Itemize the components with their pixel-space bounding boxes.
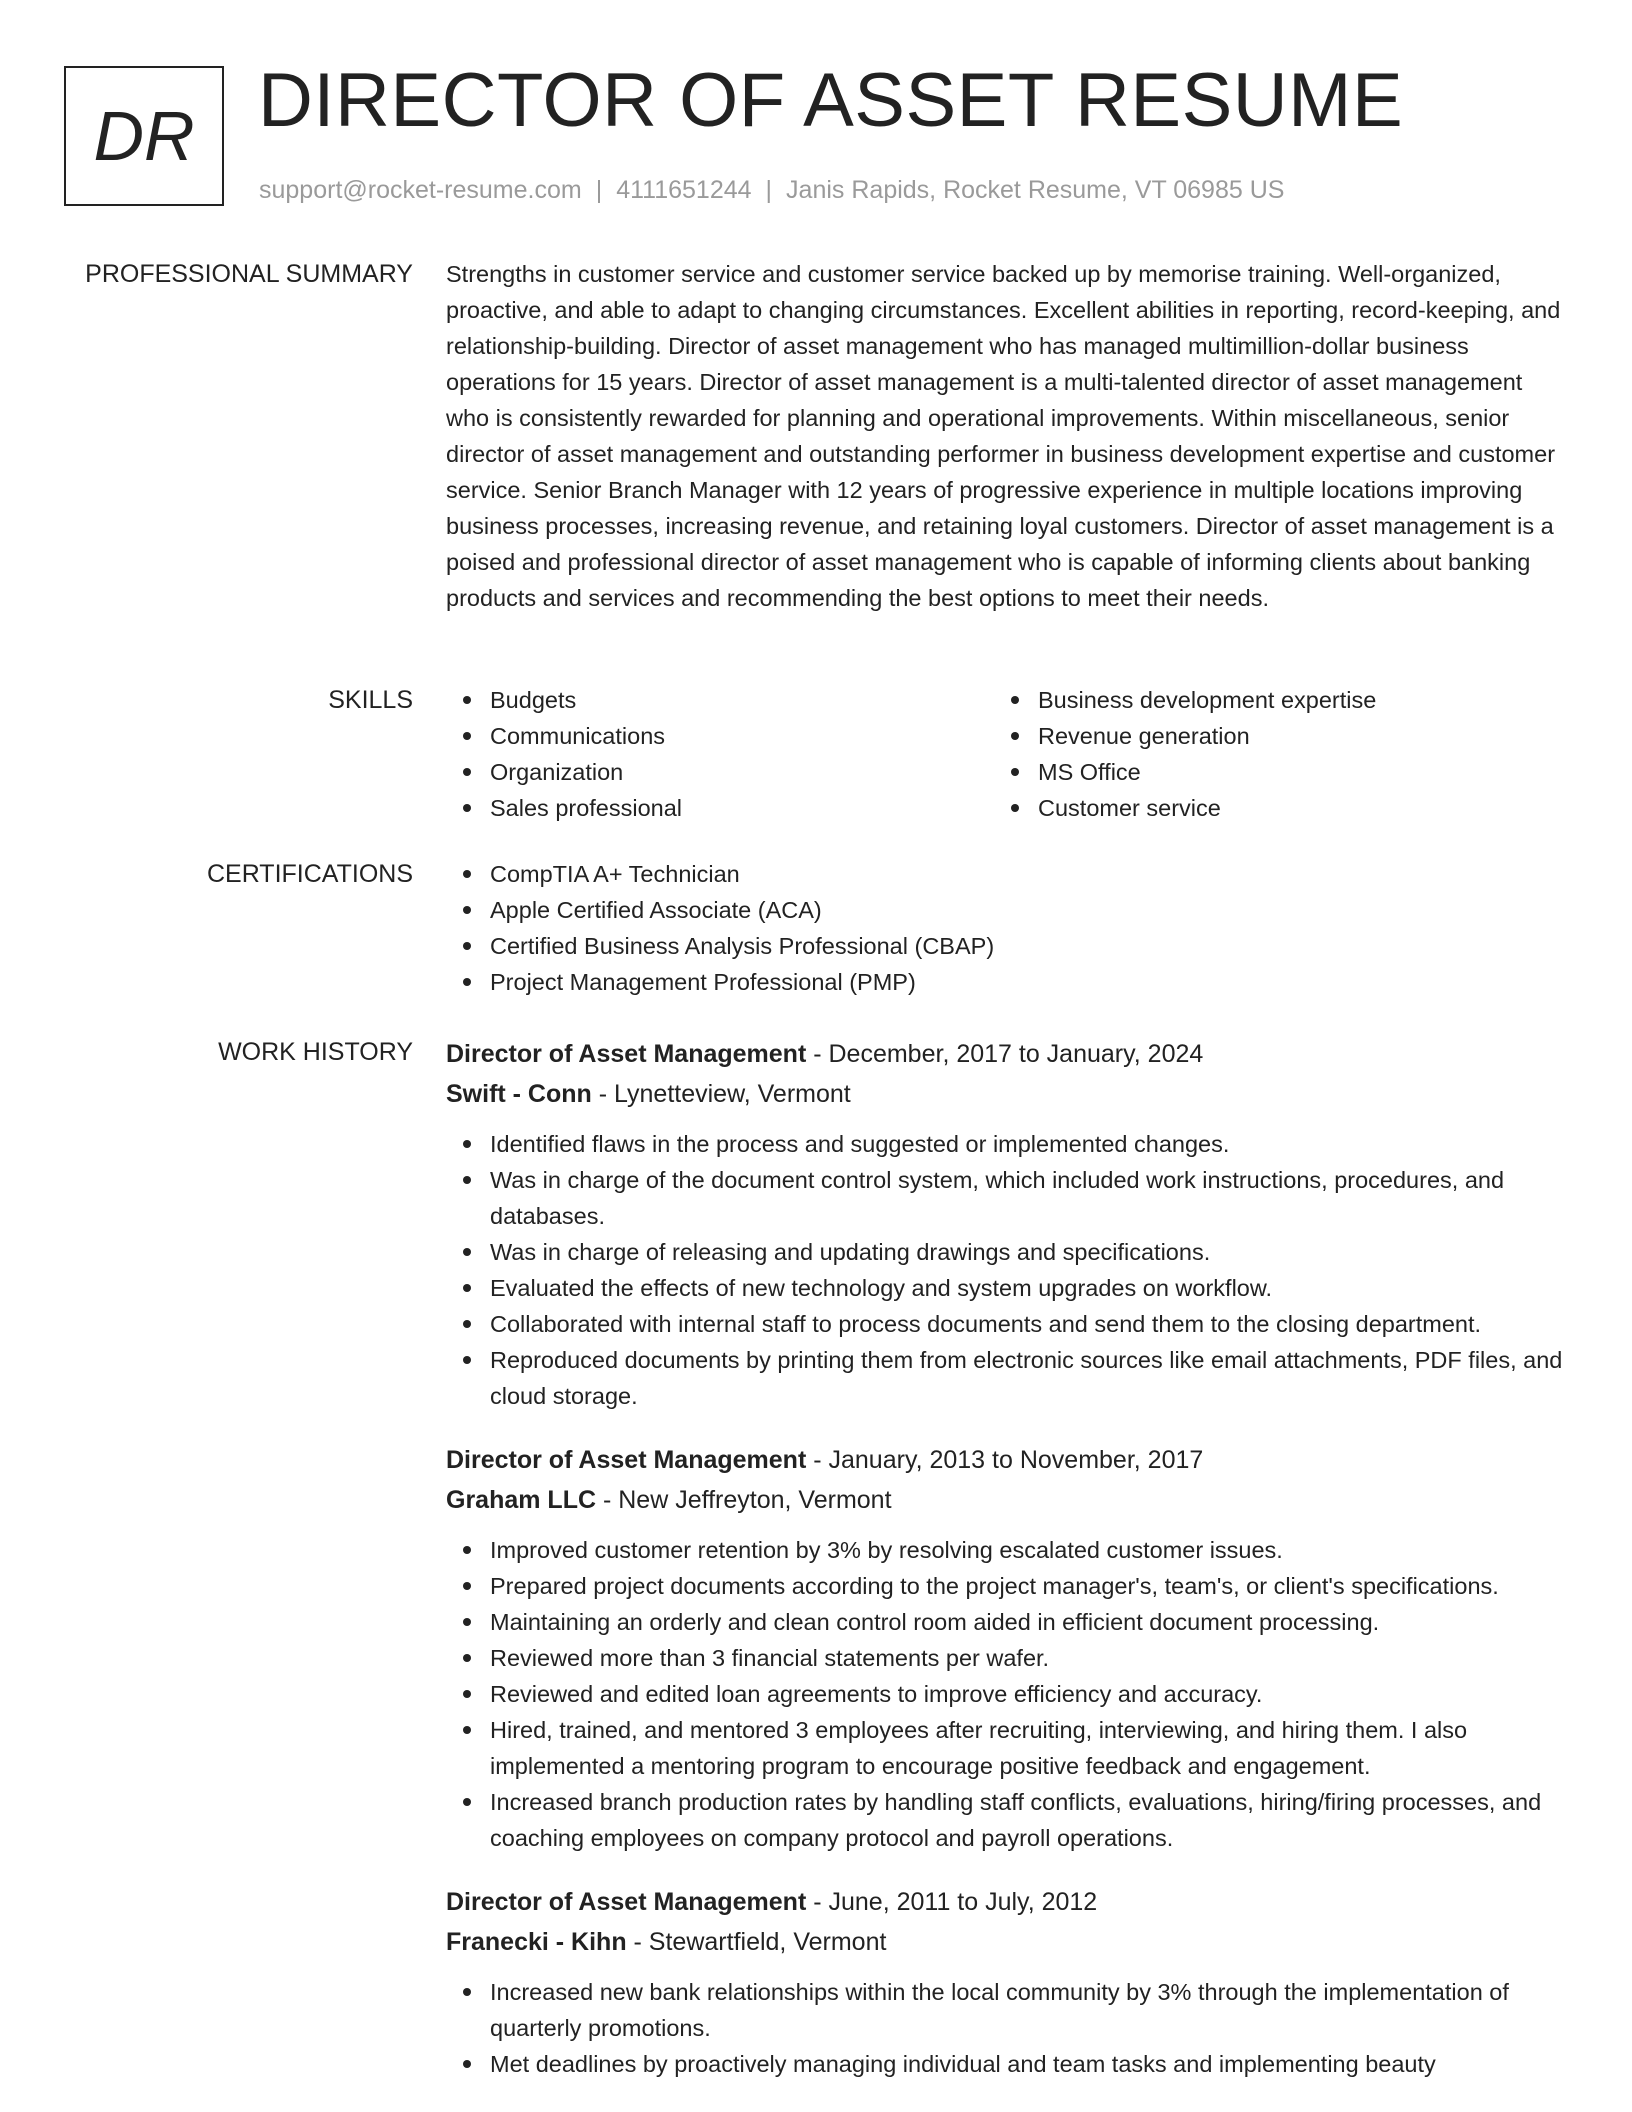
job-dates: - June, 2011 to July, 2012 [806,1888,1098,1916]
certification-item: Project Management Professional (PMP) [446,964,1564,1000]
resume-title: DIRECTOR OF ASSET RESUME [258,58,1404,143]
certification-item: Certified Business Analysis Professional (CBAP) [446,928,1564,964]
job-dates: - January, 2013 to November, 2017 [806,1446,1204,1474]
skill-item: MS Office [994,754,1542,790]
job-bullet: Hired, trained, and mentored 3 employees after recruiting, interviewing, and hiring them. I also implemented a mentoring program to encourage positive feedback and engagement. [446,1712,1564,1784]
job-bullet: Identified flaws in the process and suggested or implemented changes. [446,1126,1564,1162]
certification-item: CompTIA A+ Technician [446,856,1564,892]
job-location: - Lynetteview, Vermont [591,1080,851,1108]
job-bullet: Collaborated with internal staff to process documents and send them to the closing department. [446,1306,1564,1342]
job-company-line [446,1922,1564,1962]
job-location: - New Jeffreyton, Vermont [596,1486,892,1514]
job-bullet: Was in charge of releasing and updating drawings and specifications. [446,1234,1564,1270]
skills-columns [446,682,1564,826]
job-bullet: Prepared project documents according to the project manager's, team's, or client's specifications. [446,1568,1564,1604]
job-title-line [446,1034,1564,1074]
address: Janis Rapids, Rocket Resume, VT 06985 US [786,176,1285,204]
job-bullet: Increased new bank relationships within the local community by 3% through the implementation of quarterly promotions. [446,1974,1564,2046]
job-entry [446,1440,1564,1856]
job-title: Director of Asset Management [446,1446,807,1474]
initials-monogram: DR [64,66,224,206]
skill-item: Organization [446,754,994,790]
skill-item: Budgets [446,682,994,718]
job-entry [446,1034,1564,1414]
job-title: Director of Asset Management [446,1040,807,1068]
skill-item: Customer service [994,790,1542,826]
section-heading-certifications: CERTIFICATIONS [206,860,413,888]
job-dates: - December, 2017 to January, 2024 [806,1040,1204,1068]
job-bullet: Maintaining an orderly and clean control room aided in efficient document processing. [446,1604,1564,1640]
job-bullet: Evaluated the effects of new technology and system upgrades on workflow. [446,1270,1564,1306]
summary-body [446,256,1564,616]
skills-list-right [994,682,1542,826]
email-link[interactable]: support@rocket-resume.com [259,176,582,204]
job-entry [446,1882,1564,2082]
skill-item: Communications [446,718,994,754]
skill-item: Sales professional [446,790,994,826]
contact-line [259,172,1284,208]
job-company-line [446,1480,1564,1520]
summary-text: Strengths in customer service and customer service backed up by memorise training. Well-organized, proactive, and able to adapt to changing circumstances. Excellent abilities in reporting, record-keeping, and relationship-building. Director of asset management who has managed multimillion-dollar business operations for 15 years. Director of asset management is a multi-talented director of asset management who is consistently rewarded for planning and operational improvements. Within miscellaneous, senior director of asset management and outstanding performer in business development expertise and customer service. Senior Branch Manager with 12 years of progressive experience in multiple locations improving business processes, increasing revenue, and retaining loyal customers. Director of asset management is a poised and professional director of asset management who is capable of informing clients about banking products and services and recommending the best options to meet their needs. [446,261,1561,611]
job-bullet: Improved customer retention by 3% by resolving escalated customer issues. [446,1532,1564,1568]
section-heading-work-history: WORK HISTORY [218,1038,413,1066]
section-heading-summary: PROFESSIONAL SUMMARY [85,260,413,288]
skill-item: Revenue generation [994,718,1542,754]
skill-item: Business development expertise [994,682,1542,718]
skills-list-left [446,682,994,826]
certification-item: Apple Certified Associate (ACA) [446,892,1564,928]
job-bullets [446,1974,1564,2082]
job-company-line [446,1074,1564,1114]
certifications-list [446,856,1564,1000]
job-bullet: Reviewed and edited loan agreements to improve efficiency and accuracy. [446,1676,1564,1712]
job-bullet: Reproduced documents by printing them from electronic sources like email attachments, PDF files, and cloud storage. [446,1342,1564,1414]
job-bullet: Was in charge of the document control system, which included work instructions, procedures, and databases. [446,1162,1564,1234]
phone-number: 4111651244 [616,176,752,204]
job-title-line [446,1882,1564,1922]
work-history-body [446,1034,1564,2108]
contact-separator: | [765,176,773,204]
job-bullets [446,1532,1564,1856]
contact-separator: | [595,176,603,204]
job-bullet: Increased branch production rates by handling staff conflicts, evaluations, hiring/firing processes, and coaching employees on company protocol and payroll operations. [446,1784,1564,1856]
section-heading-skills: SKILLS [328,686,413,714]
job-company: Franecki - Kihn [446,1928,627,1956]
job-title-line [446,1440,1564,1480]
job-bullet: Met deadlines by proactively managing individual and team tasks and implementing beauty [446,2046,1564,2082]
job-company: Swift - Conn [446,1080,592,1108]
job-bullets [446,1126,1564,1414]
job-bullet: Reviewed more than 3 financial statements per wafer. [446,1640,1564,1676]
certifications-body [446,856,1564,1000]
job-title: Director of Asset Management [446,1888,807,1916]
job-location: - Stewartfield, Vermont [626,1928,887,1956]
job-company: Graham LLC [446,1486,597,1514]
